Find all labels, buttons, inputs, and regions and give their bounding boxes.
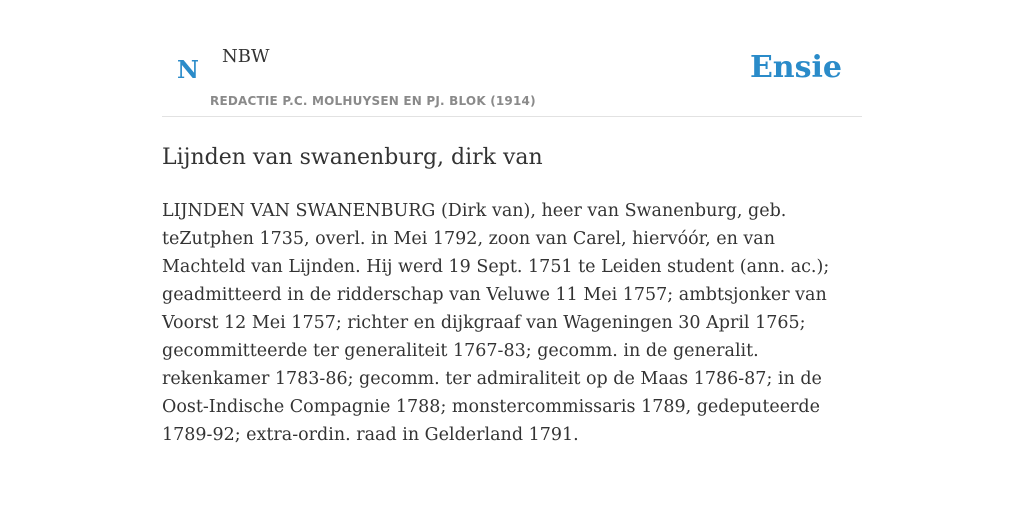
source-logo: N: [177, 55, 199, 84]
brand-logo-link[interactable]: Ensie: [749, 50, 842, 85]
source-title: NBW: [222, 46, 270, 67]
entry-body: LIJNDEN VAN SWANENBURG (Dirk van), heer van Swanenburg, geb. teZutphen 1735, overl. in Mei 1792, zoon van Carel, hiervóór, en van Machteld van Lijnden. Hij werd 19 Sept. 1751 te Leiden student (ann. ac.); geadmitteerd in de ridderschap van Veluwe 11 Mei 1757; ambtsjonker van Voorst 12 Mei 1757; richter en dijkgraaf van Wageningen 30 April 1765; gecommitteerde ter generaliteit 1767-83; gecomm. in de generalit. rekenkamer 1783-86; gecomm. ter admiraliteit op de Maas 1786-87; in de Oost-Indische Compagnie 1788; monstercommissaris 1789, gedeputeerde 1789-92; extra-ordin. raad in Gelderland 1791.: [162, 201, 830, 445]
source-header: [162, 0, 862, 117]
source-subtitle: REDACTIE P.C. MOLHUYSEN EN PJ. BLOK (1914): [210, 94, 536, 108]
entry-title: Lijnden van swanenburg, dirk van: [162, 145, 543, 170]
page: [162, 0, 862, 449]
